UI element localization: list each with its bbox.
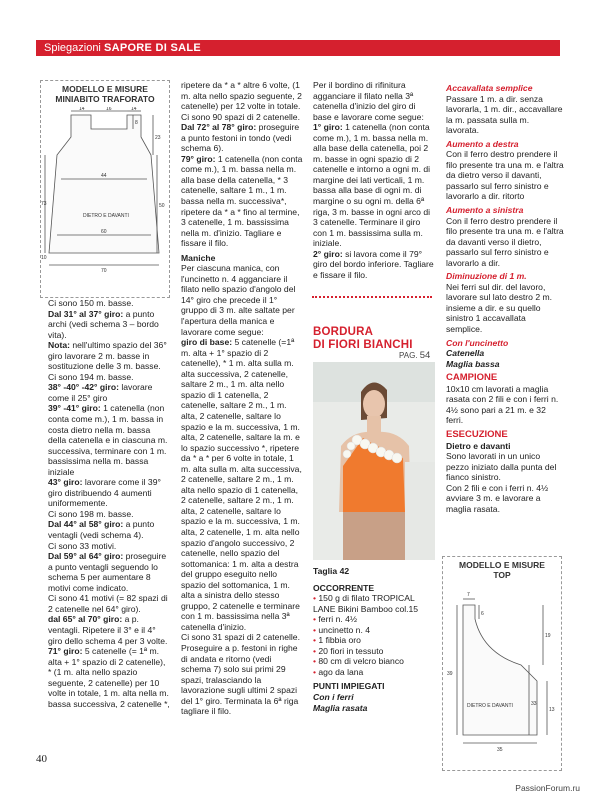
text-paragraph: [446, 451, 564, 483]
text-paragraph: Con l'uncinetto: [446, 337, 509, 348]
paragraph-text: proseguire a punto ventagli seguendo lo schema 5 per aumentare 8 motivi come indicato.: [48, 551, 167, 593]
paragraph-text: Ci sono 90 spazi di 2 catenelle.: [181, 111, 300, 122]
box-body: [313, 566, 435, 713]
materials-item: • 1 fibbia oro: [313, 635, 435, 646]
paragraph-text: Sono lavorati in un unico pezzo iniziato dalla punta del fianco sinistro.: [446, 451, 557, 483]
column-1: [48, 298, 170, 709]
paragraph-text: a punto ventagli (vedi schema 4).: [48, 519, 155, 541]
text-paragraph: [181, 263, 303, 337]
paragraph-text: Ci sono 41 motivi (= 82 spazi di 2 catenelle nel 64° giro).: [48, 593, 168, 614]
paragraph-text: Passare 1 m. a dir. senza lavorarla, 1 m. dir., accavallare la m. passata sulla m. lavorata.: [446, 93, 563, 136]
text-paragraph: [48, 298, 170, 309]
paragraph-text: nell'ultimo spazio del 36° giro lavorare 2 m. basse in sostituzione delle 3 m. basse.: [48, 340, 167, 372]
paragraph-text: si lavora come il 79° giro del bordo inferiore. Tagliare e fissare il filo.: [313, 248, 434, 280]
paragraph-text: a punto archi (vedi schema 3 – bordo vita).: [48, 308, 159, 340]
text-paragraph: [48, 403, 170, 477]
text-paragraph: Maglia bassa: [446, 358, 500, 369]
dress-pattern-drawing: [41, 107, 169, 297]
page-ref: [399, 350, 430, 361]
text-paragraph: [181, 80, 303, 112]
top-pattern-drawing: [443, 585, 561, 765]
text-paragraph: [181, 632, 303, 716]
text-paragraph: [446, 216, 564, 269]
text-paragraph: Maniche: [181, 252, 216, 263]
dim2-13: 13: [549, 707, 555, 713]
text-paragraph: [48, 551, 170, 593]
text-paragraph: [48, 541, 170, 552]
dim-60: 60: [101, 229, 107, 235]
paragraph-heading: 43° giro:: [48, 477, 83, 488]
column-4: [446, 80, 564, 514]
schema-top: [442, 556, 562, 771]
dim-10: 10: [41, 255, 47, 261]
paragraph-text: 1 catenella (non conta come m.), 1 m. bassa in costa dietro nella m. bassa della catenella e in ciascuna m. successiva, terminare con 1 m. bassissima nella m. bassa iniziale: [48, 403, 168, 477]
paragraph-text: 1 catenella (non conta come m.), 1 m. bassa nella m. alla base della catenella, * 3 catenelle, saltare 1 m., 1 m. bassa nella m. successiva*, ripetere da * a * fino al termine, 3 catenelle, 1 m. bassissima nella m. d'inizio. Tagliare e fissare il filo.: [181, 153, 303, 249]
paragraph-text: a p. ventagli. Ripetere il 3° e il 4° giro dello schema 4 per 3 volte.: [48, 614, 168, 646]
paragraph-heading: Nota:: [48, 340, 70, 351]
schema-title-line2: MINIABITO TRAFORATO: [55, 94, 155, 104]
materials-item: • 80 cm di velcro bianco: [313, 656, 435, 667]
paragraph-heading: Dal 44° al 58° giro:: [48, 519, 124, 530]
text-paragraph: [48, 519, 170, 540]
schema-miniabito: [40, 80, 170, 298]
text-paragraph: [446, 384, 564, 426]
text-paragraph: [181, 337, 303, 632]
text-paragraph: [313, 122, 435, 249]
materials-item: • 20 fiori in tessuto: [313, 646, 435, 657]
paragraph-text: Con 2 fili e con i ferri n. 4½ avviare 3 m. e lavorare a maglia rasata.: [446, 482, 549, 514]
paragraph-text: Nei ferri sul dir. del lavoro, lavorare sul lato destro 2 m. insieme a dir. e su quello sinistro 1 accavallata semplice.: [446, 281, 553, 335]
box-divider: [312, 296, 432, 298]
text-paragraph: [313, 80, 435, 122]
text-paragraph: Aumento a sinistra: [446, 205, 524, 216]
paragraph-text: Ci sono 198 m. basse.: [48, 508, 134, 519]
materials-list: [313, 593, 435, 677]
text-paragraph: Dietro e davanti: [446, 440, 511, 451]
paragraph-text: Con il ferro destro prendere il filo presente tra una m. e l'altra da davanti verso il dietro, passarlo sul ferro sinistro e lavorarlo a dir.: [446, 215, 564, 268]
paragraph-heading: 1° giro:: [313, 122, 343, 133]
dim-8: 8: [135, 120, 138, 126]
header-title: SAPORE DI SALE: [103, 42, 202, 54]
paragraph-text: Ci sono 150 m. basse.: [48, 298, 134, 308]
materials-item: • ferri n. 4½: [313, 614, 435, 625]
materials-item: • uncinetto n. 4: [313, 625, 435, 636]
paragraph-heading: 39° -41° giro:: [48, 403, 101, 414]
text-paragraph: [48, 340, 170, 372]
dim-label: DIETRO E DAVANTI: [83, 213, 129, 219]
dim2-35: 35: [497, 747, 503, 753]
punti-ferri: Con i ferri: [313, 692, 354, 703]
dim-23: 23: [155, 135, 161, 141]
paragraph-text: Ci sono 31 spazi di 2 catenelle. Proseguire a p. festoni in righe di andata e ritorno (vedi schema 7) solo sui primi 29 spazi, tralasciando la lavorazione sugli ultimi 2 spazi del 1° giro. Terminata la 6ª riga tagliare il filo.: [181, 632, 300, 717]
paragraph-text: proseguire a punto festoni in tondo (vedi schema 6).: [181, 122, 300, 154]
text-paragraph: [446, 149, 564, 202]
dim2-19: 19: [545, 633, 551, 639]
paragraph-heading: Dal 59° al 64° giro:: [48, 551, 124, 562]
punti-rasata: Maglia rasata: [313, 702, 368, 713]
dim2-label: DIETRO E DAVANTI: [467, 703, 513, 709]
dim-14a: 14: [79, 107, 85, 112]
punti-heading: PUNTI IMPIEGATI: [313, 681, 385, 692]
paragraph-heading: 2° giro:: [313, 248, 343, 259]
schema2-title-line1: MODELLO E MISURE: [459, 560, 545, 570]
column-2: [181, 80, 303, 717]
dim2-7: 7: [467, 592, 470, 598]
paragraph-text: 10x10 cm lavorati a maglia rasata con 2 fili e con i ferri n. 4½ sono pari a 21 m. e 32 ferri.: [446, 383, 559, 426]
schema-title-line1: MODELLO E MISURE: [62, 84, 148, 94]
materials-item: • ago da lana: [313, 667, 435, 678]
text-paragraph: [446, 483, 564, 515]
paragraph-text: ripetere da * a * altre 6 volte, (1 m. alta nello spazio seguente, 2 catenelle) per 12 volte in totale.: [181, 80, 302, 112]
text-paragraph: Diminuzione di 1 m.: [446, 271, 527, 282]
column-3: [313, 80, 435, 280]
paragraph-heading: 79° giro:: [181, 153, 216, 164]
page-number: 40: [36, 753, 47, 765]
section-header: [36, 40, 560, 56]
dim2-33: 33: [531, 701, 537, 707]
text-paragraph: [181, 154, 303, 249]
text-paragraph: [48, 509, 170, 520]
paragraph-text: lavorare come il 25° giro: [48, 382, 153, 403]
page-ref-num: 54: [419, 350, 431, 361]
text-paragraph: [48, 593, 170, 614]
paragraph-text: lavorare come il 39° giro distribuendo 4 aumenti uniformemente.: [48, 477, 161, 509]
text-paragraph: ESECUZIONE: [446, 428, 508, 440]
paragraph-text: 1 catenella (non conta come m.), 1 m. bassa nella m. alla base della catenella, poi 2 m. basse in ogni spazio di 2 catenelle e intorno a ogni m. di margine dei lati verticali, 1 m. bassa alla base di ogni m. di margine o su ogni m. della 6ª riga, 3 m. basse in ogni arco di 3 catenelle. Terminare il giro con 1 m. bassissima sulla m. iniziale.: [313, 122, 431, 249]
text-paragraph: [446, 282, 564, 335]
paragraph-text: Con il ferro destro prendere il filo presente tra una m. e l'altra da dietro verso il davanti, passarlo sul ferro sinistro e lavorarlo a dir. ritorto: [446, 149, 564, 202]
paragraph-text: Ci sono 33 motivi.: [48, 540, 117, 551]
dim-73: 73: [41, 201, 47, 207]
text-paragraph: CAMPIONE: [446, 372, 498, 384]
paragraph-heading: Dal 31° al 37° giro:: [48, 308, 124, 319]
header-prefix: Spiegazioni: [44, 42, 101, 54]
text-paragraph: Aumento a destra: [446, 138, 519, 149]
text-paragraph: [181, 122, 303, 154]
dim-14b: 14: [131, 107, 137, 112]
text-paragraph: [48, 372, 170, 383]
paragraph-text: Per ciascuna manica, con l'uncinetto n. 4 agganciare il filato nello spazio d'angolo del 14° giro che precede il 1° gruppo di 3 m. alte saltate per l'apertura della manica e lavorare come segue:: [181, 263, 296, 337]
text-paragraph: [48, 614, 170, 646]
watermark: PassionForum.ru: [515, 783, 580, 793]
paragraph-heading: dal 65° al 70° giro:: [48, 614, 123, 625]
schema2-title-line2: TOP: [493, 570, 511, 580]
paragraph-heading: 38° -40° -42° giro:: [48, 382, 119, 393]
text-paragraph: [48, 309, 170, 341]
paragraph-text: Ci sono 194 m. basse.: [48, 371, 134, 382]
page-ref-label: PAG.: [399, 351, 418, 360]
dim2-6: 6: [481, 611, 484, 617]
box-title-line1: BORDURA: [313, 326, 374, 338]
text-paragraph: [313, 249, 435, 281]
paragraph-heading: Dal 72° al 78° giro:: [181, 122, 257, 133]
dim-70: 70: [101, 268, 107, 274]
box-title-line2: DI FIORI BIANCHI: [313, 338, 413, 351]
text-paragraph: [446, 94, 564, 136]
text-paragraph: [48, 646, 170, 709]
text-paragraph: [48, 382, 170, 403]
text-paragraph: [48, 477, 170, 509]
dim-44: 44: [101, 173, 107, 179]
text-paragraph: [181, 112, 303, 123]
occorrente-heading: OCCORRENTE: [313, 582, 375, 593]
paragraph-text: 5 catenelle (= 1ª m. alta + 1° spazio di 2 catenelle), * (1 m. alta nello spazio seguente, 2 catenelle) per 10 volte in totale, 1 m. alta nella m. bassa successiva, 2 catenelle *,: [48, 646, 170, 709]
paragraph-text: Per il bordino di rifinitura agganciare il filato nella 3ª catenella d'inizio del giro di base e lavorare come segue:: [313, 80, 424, 122]
dim-16: 16: [106, 107, 112, 112]
model-photo: [313, 362, 435, 560]
text-paragraph: Catenella: [446, 348, 485, 359]
paragraph-heading: giro di base:: [181, 337, 233, 348]
dim2-39: 39: [447, 671, 453, 677]
paragraph-heading: 71° giro:: [48, 646, 83, 657]
box-title: [313, 326, 433, 351]
paragraph-text: 5 catenelle (=1ª m. alta + 1° spazio di 2 catenelle), * 1 m. alta sulla m. alta successiva, 2 catenelle, saltare 2 m., 1 m. alta nello spazio di 1 catenella, 2 catenelle, saltare 2 m., 1 m. alta, 2 catenelle, saltare lo spazio e la m. successiva, 1 m. alta, 2 catenelle, saltare la m. e lo spazio successivo *, ripetere da * a * per 6 volte in totale, 1 m. alta sulla m. alta successiva, 2 catenelle, saltare 2 m., 1 m. alta nello spazio di 1 catenella, 2 catenelle, saltare 2 m., 1 m. alta, 2 catenelle, saltare lo spazio e la m. successiva, 1 m. alta, 2 catenelle, 1 m. alta nello spazio d'angolo successivo, 2 catenelle, nello spazio del sottomanica: 1 m. alta a destra del gruppo eseguito nello spazio del sottomanica, 1 m. alta a sinistra dello stesso gruppo, 2 catenelle e terminare con 1 m. bassissima nella 3ª catenella d'inizio.: [181, 337, 302, 632]
size-label: Taglia 42: [313, 566, 350, 576]
dim-50: 50: [159, 203, 165, 209]
materials-item: • 150 g di filato TROPICAL LANE Bikini Bamboo col.15: [313, 593, 435, 614]
text-paragraph: Accavallata semplice: [446, 83, 533, 93]
